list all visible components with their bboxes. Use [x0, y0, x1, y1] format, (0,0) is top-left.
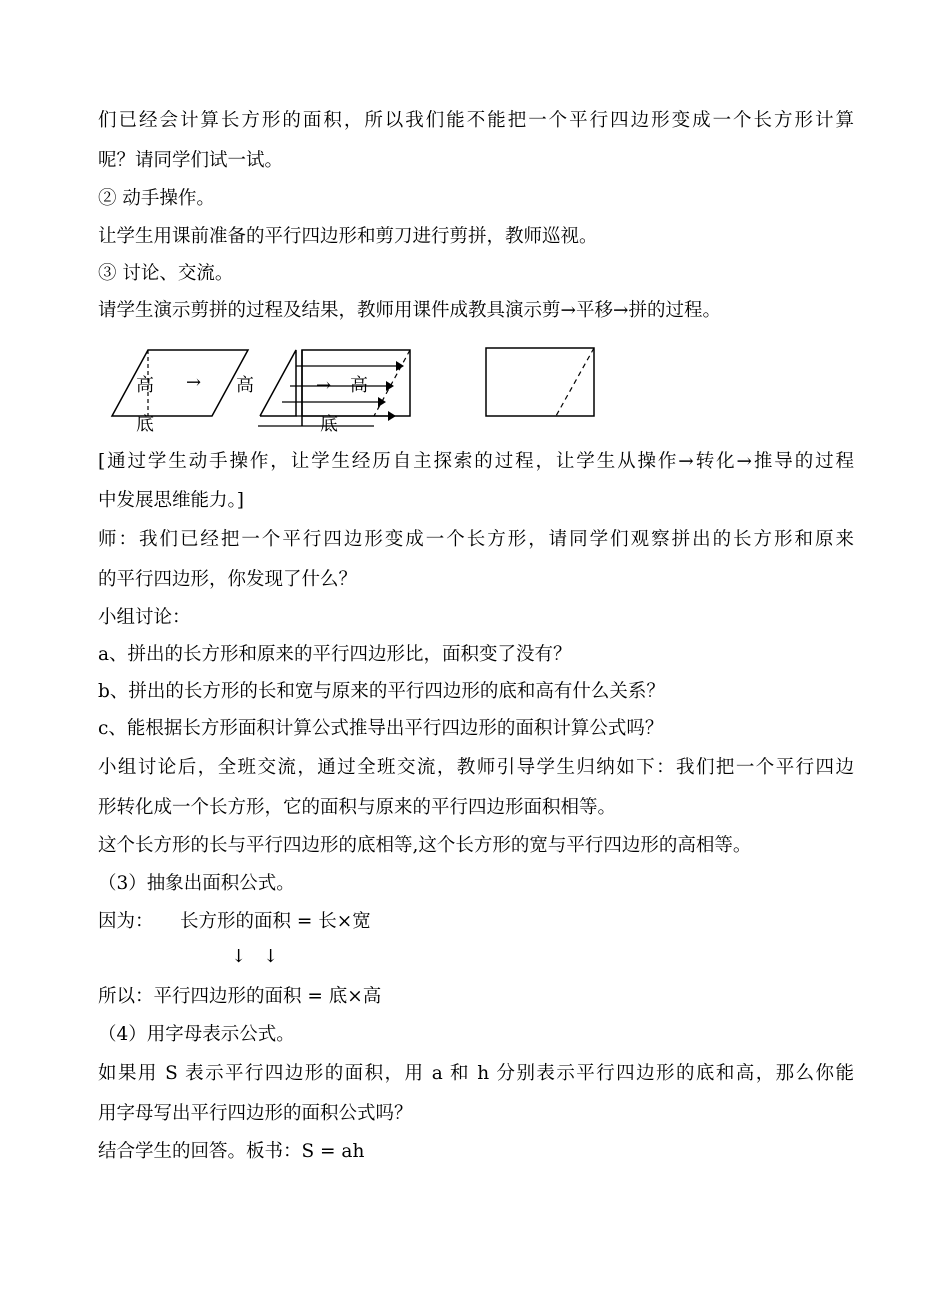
text-line: 形转化成一个长方形，它的面积与原来的平行四边形面积相等。	[98, 797, 617, 818]
text-line: 师：我们已经把一个平行四边形变成一个长方形，请同学们观察拼出的长方形和原来	[98, 529, 854, 550]
text-line: [通过学生动手操作，让学生经历自主探索的过程，让学生从操作→转化→推导的过程	[98, 451, 854, 472]
text-line: 呢？请同学们试一试。	[98, 150, 284, 171]
result-rectangle-shape	[486, 348, 594, 416]
step-heading: ② 动手操作。	[98, 188, 215, 209]
height-label: 高	[236, 375, 254, 396]
text-line: 小组讨论后，全班交流，通过全班交流，教师引导学生归纳如下：我们把一个平行四边	[98, 757, 854, 778]
height-label: 高	[350, 375, 368, 396]
formula-parallelogram: 所以：平行四边形的面积 = 底×高	[98, 986, 382, 1007]
formula-rectangle: 长方形的面积 = 长×宽	[180, 911, 371, 932]
list-item: c、能根据长方形面积计算公式推导出平行四边形的面积计算公式吗？	[98, 718, 664, 739]
down-arrow-icon: ↓	[231, 946, 247, 967]
text-line: 请学生演示剪拼的过程及结果，教师用课件成教具演示剪→平移→拼的过程。	[98, 300, 722, 321]
text-line: 中发展思维能力。]	[98, 490, 244, 511]
cut-dashed-line	[556, 348, 594, 416]
arrow-label: →	[186, 372, 202, 393]
base-label: 底	[320, 414, 338, 435]
text-line: 如果用 S 表示平行四边形的面积，用 a 和 h 分别表示平行四边形的底和高，那么你能	[98, 1063, 854, 1084]
text-line: 这个长方形的长与平行四边形的底相等,这个长方形的宽与平行四边形的高相等。	[98, 835, 752, 856]
parallelogram-shape	[112, 350, 248, 416]
text-line: 小组讨论：	[98, 607, 191, 628]
text-line: 用字母写出平行四边形的面积公式吗？	[98, 1103, 413, 1124]
section-heading: （4）用字母表示公式。	[98, 1024, 295, 1045]
text-line: 结合学生的回答。板书：S = ah	[98, 1141, 365, 1162]
cut-and-move-diagram	[98, 338, 618, 438]
cut-triangle-shape	[260, 350, 296, 416]
because-label: 因为：	[98, 911, 154, 932]
section-heading: （3）抽象出面积公式。	[98, 873, 295, 894]
text-line: 们已经会计算长方形的面积，所以我们能不能把一个平行四边形变成一个长方形计算	[98, 110, 854, 131]
arrowhead-icon	[378, 397, 386, 407]
text-line: 的平行四边形，你发现了什么？	[98, 569, 358, 590]
step-heading: ③ 讨论、交流。	[98, 263, 234, 284]
diagram-svg	[98, 338, 618, 438]
arrow-label: →	[316, 375, 332, 396]
text-line: 让学生用课前准备的平行四边形和剪刀进行剪拼，教师巡视。	[98, 226, 598, 247]
down-arrow-icon: ↓	[263, 946, 279, 967]
list-item: b、拼出的长方形的长和宽与原来的平行四边形的底和高有什么关系？	[98, 681, 665, 702]
height-label: 高	[136, 375, 154, 396]
base-label: 底	[136, 414, 154, 435]
list-item: a、拼出的长方形和原来的平行四边形比，面积变了没有？	[98, 644, 572, 665]
arrowhead-icon	[388, 411, 396, 421]
